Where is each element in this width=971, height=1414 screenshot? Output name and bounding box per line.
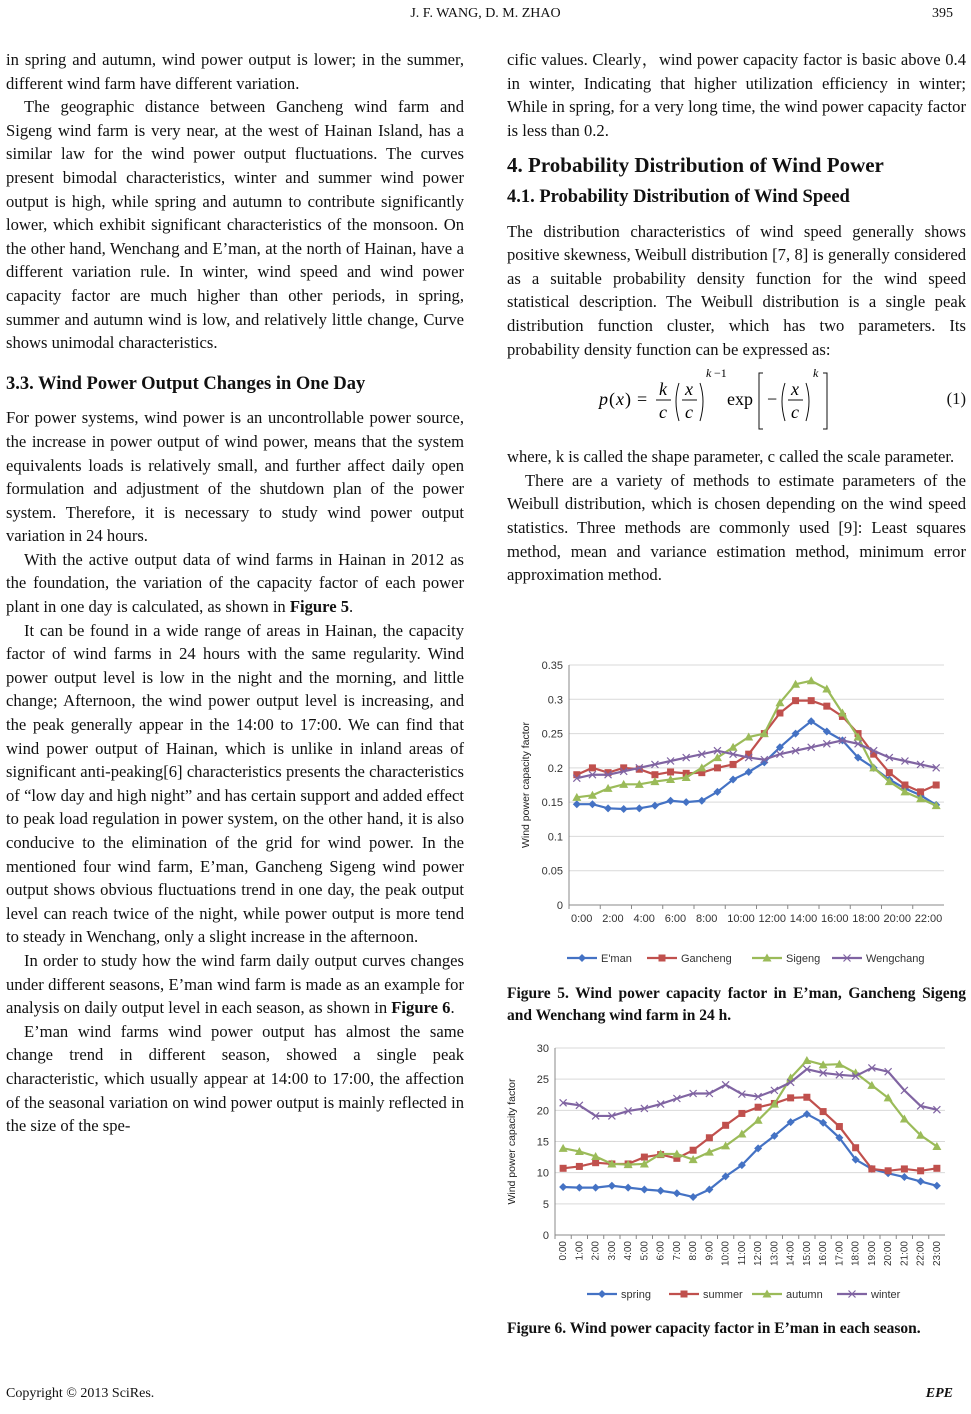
y-tick-label: 0.1 xyxy=(547,831,563,844)
svg-text:k: k xyxy=(659,379,667,400)
y-tick-label: 0.35 xyxy=(541,660,563,672)
figure-5-caption: Figure 5. Wind power capacity factor in E’man, Gancheng Sigeng and Wenchang wind farm in 24 h. xyxy=(507,985,966,1024)
legend-item xyxy=(669,1289,743,1301)
data-point xyxy=(620,805,628,813)
data-point xyxy=(667,768,674,775)
data-point xyxy=(657,1187,665,1195)
x-tick-label: 20:00 xyxy=(883,913,912,925)
data-point xyxy=(901,1165,908,1172)
x-tick-label: 3:00 xyxy=(606,1241,618,1261)
data-point xyxy=(588,800,596,808)
paragraph: where, k is called the shape parameter, c called the scale parameter. xyxy=(507,447,955,467)
x-tick-label: 18:00 xyxy=(850,1241,862,1267)
svg-text:x: x xyxy=(791,379,799,400)
legend-label: Sigeng xyxy=(786,953,821,965)
legend-label: winter xyxy=(871,1289,901,1301)
y-tick-label: 30 xyxy=(536,1043,549,1055)
data-point xyxy=(575,1184,583,1192)
data-point xyxy=(886,769,893,776)
paragraph: E’man wind farms wind power output has almost the same change trend in different season, showed a single peak characteristic, which usually appear at 14:00 to 17:00, the affection of the seasonal variation on wind power output is mainly reflected in the size of the spe- xyxy=(6,1021,464,1136)
data-point xyxy=(836,1123,843,1130)
data-point xyxy=(776,710,783,717)
x-tick-label: 0:00 xyxy=(571,913,593,925)
x-tick-label: 16:00 xyxy=(818,1241,830,1267)
data-point xyxy=(933,1182,941,1190)
data-point xyxy=(803,1094,810,1101)
data-point xyxy=(722,1081,729,1088)
copyright-footer: Copyright © 2013 SciRes. xyxy=(6,1386,155,1401)
data-point xyxy=(706,1134,713,1141)
svg-text:−: − xyxy=(767,389,778,410)
paragraph xyxy=(6,548,464,619)
y-tick-label: 0.25 xyxy=(541,728,563,741)
series-gancheng xyxy=(573,697,939,795)
data-point xyxy=(738,1110,745,1117)
data-point xyxy=(604,804,612,812)
x-tick-label: 16:00 xyxy=(821,913,849,925)
x-tick-label: 6:00 xyxy=(655,1241,667,1261)
x-tick-label: 22:00 xyxy=(915,1241,927,1267)
series-line xyxy=(563,1060,937,1164)
data-point xyxy=(559,1183,567,1191)
legend-item xyxy=(752,953,820,965)
data-point xyxy=(808,697,815,704)
y-tick-label: 10 xyxy=(536,1167,549,1180)
legend-marker xyxy=(578,954,586,962)
data-point xyxy=(730,761,737,768)
svg-text:=: = xyxy=(637,389,648,410)
x-tick-label: 5:00 xyxy=(639,1241,651,1261)
legend-marker xyxy=(598,1290,606,1298)
legend-marker xyxy=(659,955,666,962)
x-tick-label: 20:00 xyxy=(883,1241,895,1267)
data-point xyxy=(901,1087,908,1094)
data-point xyxy=(608,1182,616,1190)
legend-label: E'man xyxy=(601,953,632,965)
x-tick-label: 23:00 xyxy=(931,1241,943,1267)
x-tick-label: 9:00 xyxy=(704,1241,716,1261)
data-point xyxy=(673,1189,681,1197)
data-point xyxy=(682,798,690,806)
svg-text:c: c xyxy=(685,402,693,423)
series-autumn xyxy=(559,1056,942,1168)
paragraph xyxy=(6,949,464,1020)
svg-text:p: p xyxy=(599,389,608,410)
data-point xyxy=(917,1167,924,1174)
x-tick-label: 12:00 xyxy=(753,1241,765,1267)
data-point xyxy=(640,1185,648,1193)
x-tick-label: 14:00 xyxy=(789,913,818,925)
x-tick-label: 12:00 xyxy=(758,913,787,925)
legend-label: Gancheng xyxy=(681,953,732,965)
x-tick-label: 2:00 xyxy=(602,913,624,925)
paragraph: There are a variety of methods to estimate parameters of the Weibull distribution, which is chosen depending on the wind speed statistics. Three methods are commonly used [9]: Least squares method, mean and variance estimation method, minimum error approximation method. xyxy=(507,470,966,585)
legend-label: spring xyxy=(621,1289,651,1301)
equation-number: (1) xyxy=(946,389,966,409)
series-line xyxy=(577,740,936,778)
data-point xyxy=(807,676,816,684)
paragraph-text: . xyxy=(450,998,455,1018)
left-column xyxy=(6,48,464,1138)
data-point xyxy=(823,703,830,710)
svg-text:exp: exp xyxy=(727,389,753,410)
figure-ref[interactable]: Figure 6 xyxy=(391,998,451,1018)
figure-5 xyxy=(507,650,966,975)
data-point xyxy=(592,1184,600,1192)
subsection-heading: 4.1. Probability Distribution of Wind Speed xyxy=(507,186,850,207)
data-point xyxy=(755,1104,762,1111)
equation-weibull xyxy=(507,365,966,437)
x-tick-label: 19:00 xyxy=(866,1241,878,1267)
paragraph: For power systems, wind power is an uncontrollable power source, the increase in power output of wind power, means that the system equivalents loads is relatively small, and further affect daily open formulation and adjustment of the shutdown plan of the power system. Therefore, it is necessary to study wind power output variation in 24 hours. xyxy=(6,408,464,546)
x-tick-label: 22:00 xyxy=(914,913,943,925)
paragraph-text: . xyxy=(349,597,354,617)
data-point xyxy=(885,1167,892,1174)
svg-text:x: x xyxy=(616,389,624,410)
data-point xyxy=(667,797,675,805)
data-point xyxy=(933,782,940,789)
data-point xyxy=(689,1193,697,1201)
x-tick-label: 14:00 xyxy=(785,1241,797,1267)
y-tick-label: 0.3 xyxy=(547,694,563,707)
legend-item xyxy=(752,1289,823,1301)
x-tick-label: 11:00 xyxy=(736,1241,748,1266)
y-tick-label: 20 xyxy=(536,1105,549,1118)
figure-6-caption: Figure 6. Wind power capacity factor in E’man in each season. xyxy=(507,1320,921,1337)
y-tick-label: 0.15 xyxy=(541,797,563,810)
y-tick-label: 15 xyxy=(536,1136,549,1149)
figure-5-chart xyxy=(507,650,966,975)
data-point xyxy=(792,697,799,704)
data-point xyxy=(787,1094,794,1101)
svg-text:c: c xyxy=(659,402,667,423)
x-tick-label: 2:00 xyxy=(590,1241,602,1261)
data-point xyxy=(933,1165,940,1172)
data-point xyxy=(803,1110,811,1118)
x-tick-label: 21:00 xyxy=(899,1241,911,1267)
x-tick-label: 15:00 xyxy=(801,1241,813,1267)
svg-text:k: k xyxy=(813,366,819,381)
data-point xyxy=(651,802,659,810)
x-tick-label: 18:00 xyxy=(852,913,880,925)
y-tick-label: 0 xyxy=(556,900,563,912)
figure-6 xyxy=(507,1040,966,1310)
x-tick-label: 0:00 xyxy=(558,1241,570,1261)
legend-label: summer xyxy=(703,1289,743,1301)
series-line xyxy=(577,701,936,792)
x-tick-label: 6:00 xyxy=(664,913,687,925)
data-point xyxy=(802,1056,811,1064)
series-spring xyxy=(559,1110,941,1201)
legend-item xyxy=(837,1289,901,1301)
data-point xyxy=(576,1163,583,1170)
section-heading: 4. Probability Distribution of Wind Power xyxy=(507,153,884,178)
x-tick-label: 8:00 xyxy=(688,1241,700,1261)
svg-text:−1: −1 xyxy=(714,366,727,381)
page-number: 395 xyxy=(932,6,953,21)
x-tick-label: 7:00 xyxy=(671,1241,683,1261)
data-point xyxy=(917,1177,925,1185)
data-point xyxy=(589,764,596,771)
data-point xyxy=(714,764,721,771)
section-heading: 3.3. Wind Power Output Changes in One Day xyxy=(6,373,366,394)
paragraph-text: With the active output data of wind farms in Hainan in 2012 as the foundation, the variation of the capacity factor of each power plant in one day is calculated, as shown in xyxy=(6,549,464,617)
equation-formula xyxy=(587,365,847,435)
paragraph: It can be found in a wide range of areas in Hainan, the capacity factor of wind farms in 24 hours with the same regularity. Wind power output level is low in the night and the morning, and little change; Afternoon, the wind power output level is increasing, and the peak generally appear in the 14:00 to 17:00. We can find that wind power output of Hainan, which is unlike in inland areas of significant anti-peaking[6] characteristics presents the characteristics of “low day and high night” and has certain support and added effect to peak load regulation in power system, on the other hand, it is also conducive to the elimination of the grid for wind power. In the mentioned four wind farm, E’man, Gancheng Sigeng wind power output shows obvious fluctuations trend in one day, the peak output level can reach twice of the night, while power output is more tend to steady in Wenchang, only a slight increase in the afternoon. xyxy=(6,620,464,947)
data-point xyxy=(592,1159,599,1166)
data-point xyxy=(852,1144,859,1151)
paragraph: cific values. Clearly，wind power capacity factor is basic above 0.4 in winter, Indicating that higher utilization efficiency in winter; While in spring, for a very long time, the wind power capacity factor is less than 0.2. xyxy=(507,50,966,140)
data-point xyxy=(900,1173,908,1181)
legend-label: autumn xyxy=(786,1289,823,1301)
legend-label: Wengchang xyxy=(866,953,925,965)
legend-item xyxy=(567,953,632,965)
data-point xyxy=(820,1108,827,1115)
legend-item xyxy=(587,1289,651,1301)
right-column xyxy=(507,48,966,587)
x-tick-label: 1:00 xyxy=(574,1241,586,1261)
x-tick-label: 17:00 xyxy=(834,1241,846,1267)
data-point xyxy=(560,1165,567,1172)
series-line xyxy=(563,1097,937,1171)
data-point xyxy=(624,1184,632,1192)
y-axis-label: Wind power capacity factor xyxy=(507,1078,518,1205)
svg-text:(: ( xyxy=(609,389,615,410)
legend-item xyxy=(832,953,925,965)
x-tick-label: 10:00 xyxy=(727,913,755,925)
x-tick-label: 4:00 xyxy=(633,913,655,925)
y-axis-label: Wind power capacity factor xyxy=(520,721,532,849)
y-tick-label: 0.2 xyxy=(547,762,563,775)
x-tick-label: 13:00 xyxy=(769,1241,781,1267)
running-title: J. F. WANG, D. M. ZHAO xyxy=(410,6,561,21)
legend-item xyxy=(647,953,732,965)
svg-text:x: x xyxy=(685,379,693,400)
y-tick-label: 25 xyxy=(536,1074,549,1087)
running-header xyxy=(0,6,971,26)
paragraph: in spring and autumn, wind power output is lower; in the summer, different wind farm have different variation. xyxy=(6,50,464,93)
data-point xyxy=(722,1122,729,1129)
y-tick-label: 0 xyxy=(542,1230,549,1242)
x-tick-label: 8:00 xyxy=(696,913,718,925)
legend-marker xyxy=(681,1291,688,1298)
paragraph: The geographic distance between Gancheng wind farm and Sigeng wind farm is very near, at the west of Hainan Island, has a similar law for the wind power output fluctuations. The curves present bimodal characteristics, winter and summer wind power output is high, while spring and autumn to contribute significantly lower, which exhibit significant characteristics of the monsoon. On the other hand, Wenchang and E’man, at the north of Hainan, have a different variation rule. In winter, wind speed and wind power capacity factor are much higher than other periods, in spring, summer and autumn wind is low, and relatively little change, Curve shows unimodal characteristics. xyxy=(6,97,464,353)
x-tick-label: 10:00 xyxy=(720,1241,732,1267)
figure-ref[interactable]: Figure 5 xyxy=(289,597,350,617)
data-point xyxy=(868,1165,875,1172)
y-tick-label: 5 xyxy=(542,1198,549,1211)
svg-text:c: c xyxy=(791,402,799,423)
data-point xyxy=(573,800,581,808)
series-summer xyxy=(560,1094,941,1175)
data-point xyxy=(690,1147,697,1154)
svg-text:k: k xyxy=(706,366,712,381)
data-point xyxy=(635,804,643,812)
paragraph: The distribution characteristics of wind speed generally shows positive skewness, Weibull distribution [7, 8] is generally considered as a suitable probability density function for the wind speed statistical description. The Weibull distribution is a single peak distribution function cluster, which has two parameters. Its probability density function can be expressed as: xyxy=(507,221,966,359)
figure-6-chart xyxy=(507,1040,966,1310)
paragraph-text: In order to study how the wind farm daily output curves changes under different seasons, E’man wind farm is made as an example for analysis on daily output level in each season, as shown in xyxy=(6,950,464,1018)
svg-text:): ) xyxy=(625,389,631,410)
series-eman xyxy=(573,717,940,813)
journal-footer: EPE xyxy=(925,1386,953,1401)
x-tick-label: 4:00 xyxy=(623,1241,635,1261)
y-tick-label: 0.05 xyxy=(541,865,563,878)
